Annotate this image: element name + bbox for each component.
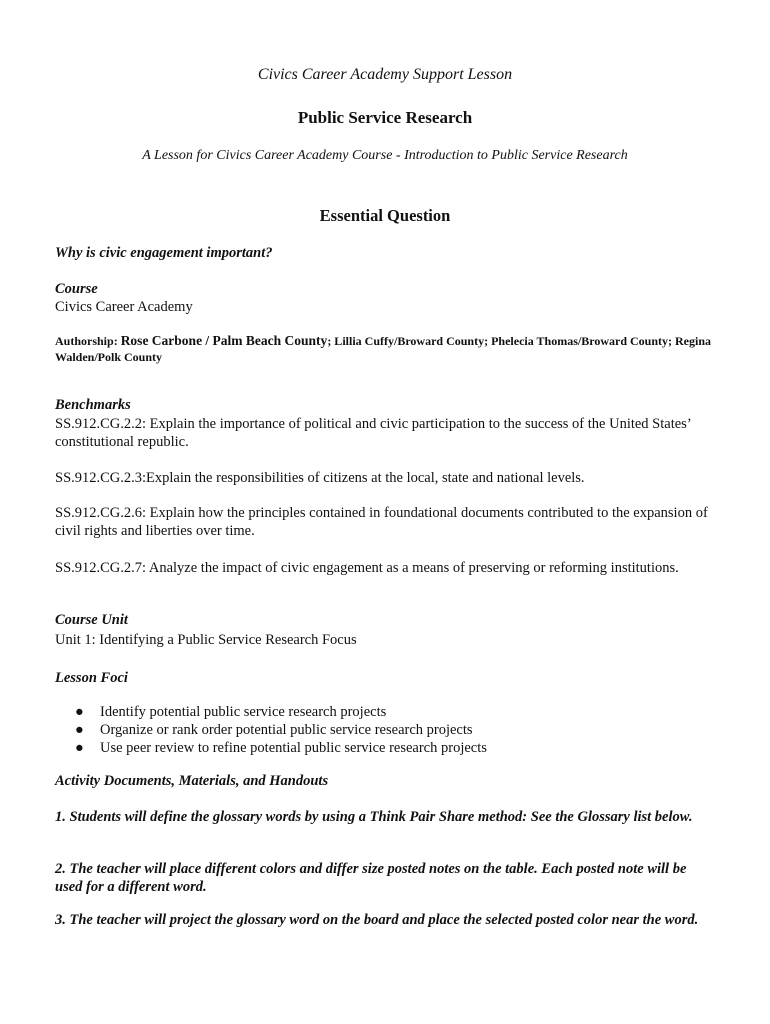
essential-question-heading: Essential Question [319,206,451,225]
benchmark-item: SS.912.CG.2.3:Explain the responsibilities of citizens at the local, state and national levels. [55,470,585,486]
authorship-other-authors: ; Lillia Cuffy/Broward County; Phelecia Thomas/Broward County; Regina Walden/Polk County [55,334,711,364]
authorship-label: Authorship: [55,334,121,348]
benchmark-item: SS.912.CG.2.7: Analyze the impact of civic engagement as a means of preserving or reforming institutions. [55,560,679,576]
authorship-lead-author: Rose Carbone / Palm Beach County [120,333,328,348]
page-subtitle: A Lesson for Civics Career Academy Course - Introduction to Public Service Research [142,148,628,163]
bullet-icon: ● [75,740,84,756]
lesson-series-title: Civics Career Academy Support Lesson [257,66,513,83]
lesson-foci-list [55,703,715,757]
activity-step: 3. The teacher will project the glossary word on the board and place the selected posted color near the word. [55,912,699,928]
benchmarks-heading: Benchmarks [55,397,131,413]
list-item [55,739,715,757]
course-heading: Course [55,281,98,297]
activity-step: 1. Students will define the glossary words by using a Think Pair Share method: See the Glossary list below. [55,809,693,825]
course-value: Civics Career Academy [55,299,193,315]
list-item-text: Organize or rank order potential public service research projects [100,722,473,738]
bullet-icon: ● [75,704,84,720]
activity-step: 2. The teacher will place different colors and differ size posted notes on the table. Each posted note will be used for a different word. [55,861,687,895]
benchmark-item: SS.912.CG.2.6: Explain how the principles contained in foundational documents contributed to the expansion of civil rights and liberties over time. [55,505,708,539]
list-item-text: Identify potential public service research projects [100,704,387,720]
benchmark-item: SS.912.CG.2.2: Explain the importance of political and civic participation to the success of the United States’ constitutional republic. [55,416,691,450]
bullet-icon: ● [75,722,84,738]
lesson-foci-heading: Lesson Foci [55,670,128,686]
list-item [55,703,715,721]
list-item [55,721,715,739]
course-unit-value: Unit 1: Identifying a Public Service Research Focus [55,632,357,648]
course-unit-heading: Course Unit [55,612,128,628]
authorship [55,333,715,365]
list-item-text: Use peer review to refine potential public service research projects [100,740,487,756]
essential-question-text: Why is civic engagement important? [55,245,273,261]
page-title: Public Service Research [297,108,473,127]
activity-heading: Activity Documents, Materials, and Handouts [55,773,329,789]
